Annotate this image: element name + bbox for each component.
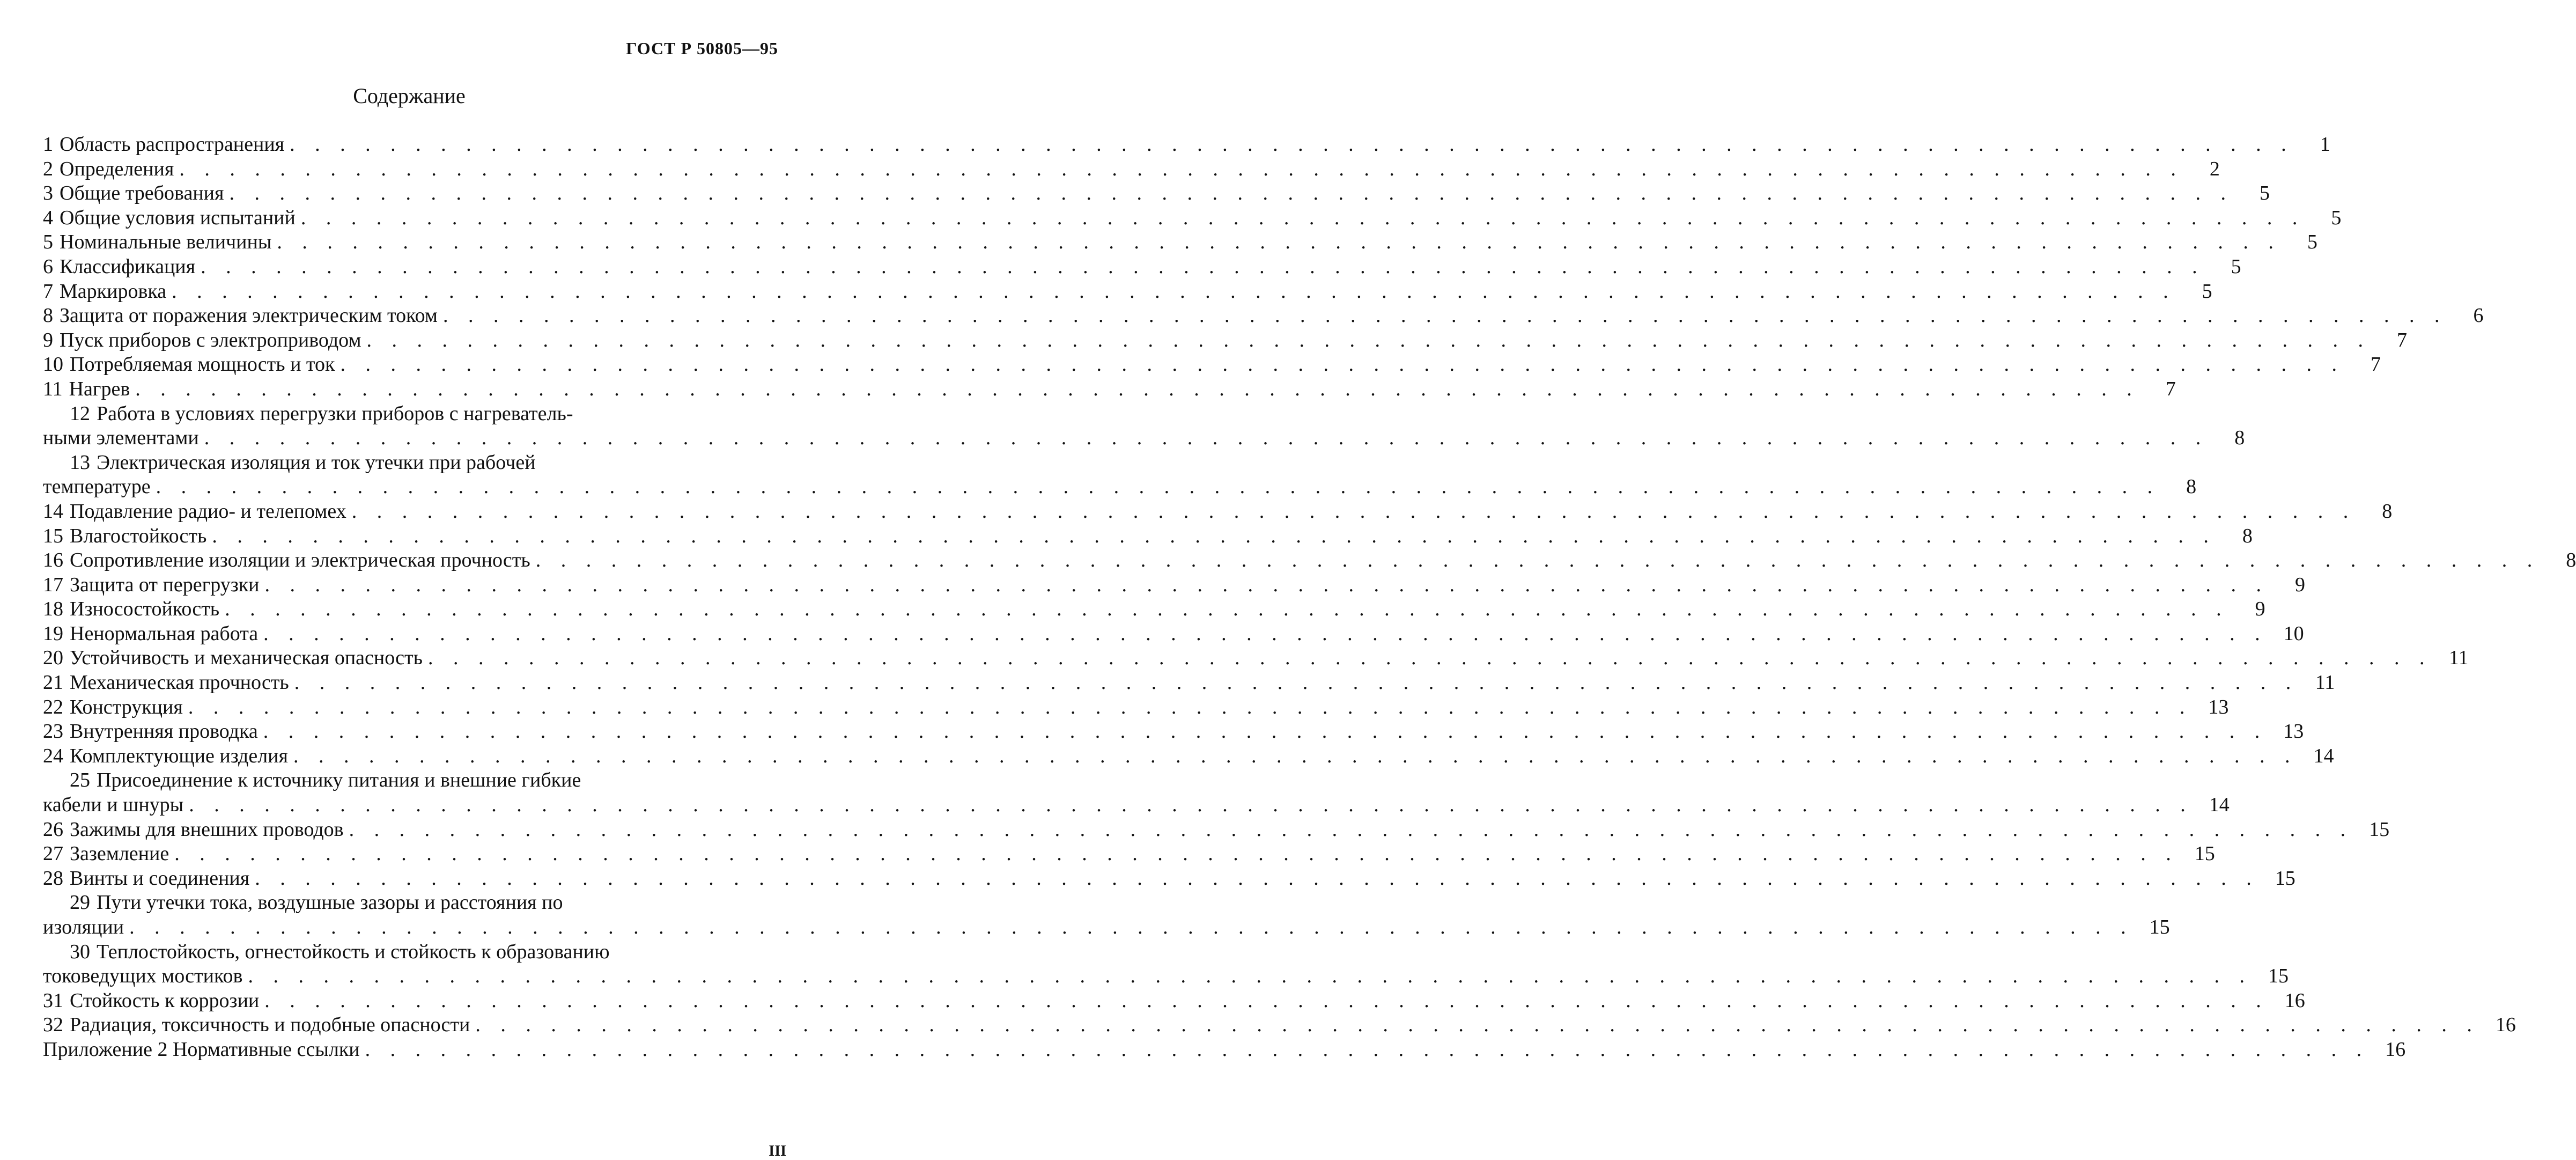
toc-page-number: 11 — [2315, 671, 2335, 694]
toc-entry — [43, 524, 2253, 549]
toc-entry-number: 14 — [43, 500, 63, 523]
toc-entry-title-continued: температуре — [43, 475, 151, 498]
toc-entry-title: Радиация, токсичность и подобные опасности — [70, 1014, 470, 1037]
toc-entry — [43, 671, 2335, 695]
toc-page-number: 8 — [2234, 427, 2245, 450]
toc-entry-title-continued: ными элементами — [43, 427, 199, 450]
toc-page-number: 5 — [2307, 231, 2317, 254]
toc-page-number: 15 — [2275, 867, 2295, 890]
toc-entry-number: 10 — [43, 353, 63, 376]
toc-page-number: 16 — [2495, 1014, 2516, 1037]
toc-page-number: 8 — [2186, 475, 2197, 498]
toc-entry — [43, 622, 2304, 647]
toc-entry-title: Общие требования — [60, 182, 224, 205]
dot-leader: . . . . . . . . . . . . . . . . . . . . . . . . . . . . . . . . . . . . . . . . . . . . . . . . . . . . . . . . . . . . . . . . . . . . . . . . . . . . . . . . — [229, 182, 2233, 205]
toc-page-number: 14 — [2313, 744, 2334, 767]
toc-entry-title: Нагрев — [69, 377, 130, 400]
toc-entry-title: Ненормальная работа — [70, 622, 259, 645]
toc-entry-title: Классификация — [60, 255, 196, 278]
toc-page-number: 9 — [2255, 598, 2265, 621]
toc-entry-number: 17 — [43, 573, 63, 596]
dot-leader: . . . . . . . . . . . . . . . . . . . . . . . . . . . . . . . . . . . . . . . . . . . . . . . . . . . . . . . . . . . . . . . . . . . . . . . . . . . . . . . . — [290, 133, 2294, 156]
toc-page-number: 5 — [2259, 182, 2270, 205]
toc-entry — [43, 597, 2265, 622]
toc-entry-title: Определения — [60, 157, 174, 180]
toc-entry-number: 7 — [43, 280, 53, 303]
table-of-contents — [43, 133, 2576, 1062]
toc-entry-title: Работа в условиях перегрузки приборов с нагреватель- — [97, 402, 573, 425]
dot-leader: . . . . . . . . . . . . . . . . . . . . . . . . . . . . . . . . . . . . . . . . . . . . . . . . . . . . . . . . . . . . . . . . . . . . . . . . . . . . . . . . — [201, 255, 2205, 278]
toc-page-number: 15 — [2194, 842, 2215, 865]
dot-leader: . . . . . . . . . . . . . . . . . . . . . . . . . . . . . . . . . . . . . . . . . . . . . . . . . . . . . . . . . . . . . . . . . . . . . . . . . . . . . . . . — [255, 867, 2259, 890]
toc-entry — [43, 328, 2407, 353]
toc-entry-number: 16 — [43, 549, 63, 572]
toc-entry-number: 22 — [43, 695, 63, 718]
toc-entry-title: Винты и соединения — [70, 867, 250, 890]
toc-entry-title: Зажимы для внешних проводов — [70, 818, 344, 841]
toc-entry — [43, 353, 2381, 377]
toc-entry-title: Защита от перегрузки — [70, 573, 260, 596]
dot-leader: . . . . . . . . . . . . . . . . . . . . . . . . . . . . . . . . . . . . . . . . . . . . . . . . . . . . . . . . . . . . . . . . . . . . . . . . . . . . . . . . — [248, 965, 2252, 988]
dot-leader: . . . . . . . . . . . . . . . . . . . . . . . . . . . . . . . . . . . . . . . . . . . . . . . . . . . . . . . . . . . . . . . . . . . . . . . . . . . . . . . . — [135, 377, 2139, 400]
toc-entry-number: 26 — [43, 818, 63, 841]
toc-entry-continuation — [43, 426, 2245, 451]
toc-entry-title: Общие условия испытаний — [60, 206, 296, 229]
toc-entry-title-continued: изоляции — [43, 916, 124, 938]
dot-leader: . . . . . . . . . . . . . . . . . . . . . . . . . . . . . . . . . . . . . . . . . . . . . . . . . . . . . . . . . . . . . . . . . . . . . . . . . . . . . . . . — [366, 328, 2371, 351]
toc-entry-number: 19 — [43, 622, 63, 645]
dot-leader: . . . . . . . . . . . . . . . . . . . . . . . . . . . . . . . . . . . . . . . . . . . . . . . . . . . . . . . . . . . . . . . . . . . . . . . . . . . . . . . . — [442, 304, 2447, 327]
toc-entry-title: Защита от поражения электрическим током — [60, 304, 438, 327]
toc-entry-number: 27 — [43, 842, 63, 865]
dot-leader: . . . . . . . . . . . . . . . . . . . . . . . . . . . . . . . . . . . . . . . . . . . . . . . . . . . . . . . . . . . . . . . . . . . . . . . . . . . . . . . . — [294, 671, 2299, 694]
toc-page-number: 15 — [2149, 916, 2170, 938]
dot-leader: . . . . . . . . . . . . . . . . . . . . . . . . . . . . . . . . . . . . . . . . . . . . . . . . . . . . . . . . . . . . . . . . . . . . . . . . . . . . . . . . — [179, 157, 2183, 180]
toc-entry-title: Пуск приборов с электроприводом — [60, 328, 361, 351]
toc-entry-number: 8 — [43, 304, 53, 327]
toc-entry-number: 13 — [70, 451, 90, 474]
toc-entry-number: 20 — [43, 647, 63, 670]
toc-entry-title: Устойчивость и механическая опасность — [70, 647, 423, 670]
toc-entry-number: 5 — [43, 231, 53, 254]
toc-entry-continuation — [43, 475, 2197, 500]
toc-title: Содержание — [353, 84, 466, 108]
toc-entry-number: 28 — [43, 867, 63, 890]
dot-leader: . . . . . . . . . . . . . . . . . . . . . . . . . . . . . . . . . . . . . . . . . . . . . . . . . . . . . . . . . . . . . . . . . . . . . . . . . . . . . . . . — [189, 794, 2193, 817]
dot-leader: . . . . . . . . . . . . . . . . . . . . . . . . . . . . . . . . . . . . . . . . . . . . . . . . . . . . . . . . . . . . . . . . . . . . . . . . . . . . . . . . — [129, 916, 2134, 938]
toc-page-number: 6 — [2473, 304, 2484, 327]
toc-page-number: 11 — [2448, 647, 2469, 670]
toc-page-number: 7 — [2165, 377, 2176, 400]
dot-leader: . . . . . . . . . . . . . . . . . . . . . . . . . . . . . . . . . . . . . . . . . . . . . . . . . . . . . . . . . . . . . . . . . . . . . . . . . . . . . . . . — [340, 353, 2345, 376]
toc-entry-number: 11 — [43, 377, 63, 400]
dot-leader: . . . . . . . . . . . . . . . . . . . . . . . . . . . . . . . . . . . . . . . . . . . . . . . . . . . . . . . . . . . . . . . . . . . . . . . . . . . . . . . . — [428, 647, 2432, 670]
dot-leader: . . . . . . . . . . . . . . . . . . . . . . . . . . . . . . . . . . . . . . . . . . . . . . . . . . . . . . . . . . . . . . . . . . . . . . . . . . . . . . . . — [263, 622, 2268, 645]
toc-page-number: 8 — [2566, 549, 2576, 572]
dot-leader: . . . . . . . . . . . . . . . . . . . . . . . . . . . . . . . . . . . . . . . . . . . . . . . . . . . . . . . . . . . . . . . . . . . . . . . . . . . . . . . . — [277, 231, 2281, 254]
dot-leader: . . . . . . . . . . . . . . . . . . . . . . . . . . . . . . . . . . . . . . . . . . . . . . . . . . . . . . . . . . . . . . . . . . . . . . . . . . . . . . . . — [172, 280, 2176, 303]
toc-entry-title: Маркировка — [60, 280, 167, 303]
toc-entry-number: 12 — [70, 402, 90, 425]
toc-entry — [43, 304, 2484, 328]
toc-entry-number: 30 — [70, 940, 90, 963]
toc-entry-number: 4 — [43, 206, 53, 229]
toc-entry — [43, 867, 2295, 891]
toc-entry-title: Приложение 2 Нормативные ссылки — [43, 1038, 360, 1061]
toc-entry-continuation — [43, 793, 2230, 818]
toc-appendix-entry — [43, 1038, 2406, 1062]
dot-leader: . . . . . . . . . . . . . . . . . . . . . . . . . . . . . . . . . . . . . . . . . . . . . . . . . . . . . . . . . . . . . . . . . . . . . . . . . . . . . . . . — [263, 720, 2268, 743]
dot-leader: . . . . . . . . . . . . . . . . . . . . . . . . . . . . . . . . . . . . . . . . . . . . . . . . . . . . . . . . . . . . . . . . . . . . . . . . . . . . . . . . — [349, 818, 2353, 841]
dot-leader: . . . . . . . . . . . . . . . . . . . . . . . . . . . . . . . . . . . . . . . . . . . . . . . . . . . . . . . . . . . . . . . . . . . . . . . . . . . . . . . . — [264, 573, 2269, 596]
toc-page-number: 2 — [2209, 157, 2220, 180]
toc-page-number: 13 — [2283, 720, 2304, 743]
toc-entry-number: 2 — [43, 157, 53, 180]
toc-entry-title: Потребляемая мощность и ток — [70, 353, 335, 376]
toc-entry-number: 23 — [43, 720, 63, 743]
toc-entry-title: Заземление — [70, 842, 169, 865]
toc-entry — [43, 451, 787, 475]
dot-leader: . . . . . . . . . . . . . . . . . . . . . . . . . . . . . . . . . . . . . . . . . . . . . . . . . . . . . . . . . . . . . . . . . . . . . . . . . . . . . . . . — [204, 427, 2209, 450]
dot-leader: . . . . . . . . . . . . . . . . . . . . . . . . . . . . . . . . . . . . . . . . . . . . . . . . . . . . . . . . . . . . . . . . . . . . . . . . . . . . . . . . — [188, 695, 2193, 718]
dot-leader: . . . . . . . . . . . . . . . . . . . . . . . . . . . . . . . . . . . . . . . . . . . . . . . . . . . . . . . . . . . . . . . . . . . . . . . . . . . . . . . . — [535, 549, 2540, 572]
toc-entry-title: Область распространения — [60, 133, 285, 156]
toc-page-number: 5 — [2231, 255, 2241, 278]
toc-entry-title: Стойкость к коррозии — [70, 989, 260, 1012]
toc-entry-title: Механическая прочность — [70, 671, 289, 694]
toc-entry — [43, 695, 2229, 720]
dot-leader: . . . . . . . . . . . . . . . . . . . . . . . . . . . . . . . . . . . . . . . . . . . . . . . . . . . . . . . . . . . . . . . . . . . . . . . . . . . . . . . . — [300, 206, 2305, 229]
toc-entry-number: 21 — [43, 671, 63, 694]
toc-page-number: 8 — [2242, 524, 2253, 547]
toc-entry — [43, 548, 2576, 573]
toc-entry — [43, 818, 2390, 842]
toc-entry-title: Конструкция — [70, 695, 183, 718]
toc-entry — [43, 891, 787, 915]
toc-page-number: 13 — [2208, 695, 2229, 718]
dot-leader: . . . . . . . . . . . . . . . . . . . . . . . . . . . . . . . . . . . . . . . . . . . . . . . . . . . . . . . . . . . . . . . . . . . . . . . . . . . . . . . . — [351, 500, 2356, 523]
toc-entry-title: Пути утечки тока, воздушные зазоры и расстояния по — [97, 891, 563, 914]
toc-entry-continuation — [43, 964, 2289, 989]
toc-page-number: 10 — [2283, 622, 2304, 645]
toc-entry-title: Номинальные величины — [60, 231, 272, 254]
toc-entry — [43, 1013, 2516, 1038]
toc-entry-number: 9 — [43, 328, 53, 351]
dot-leader: . . . . . . . . . . . . . . . . . . . . . . . . . . . . . . . . . . . . . . . . . . . . . . . . . . . . . . . . . . . . . . . . . . . . . . . . . . . . . . . . — [225, 598, 2229, 621]
toc-entry-number: 3 — [43, 182, 53, 205]
toc-entry — [43, 573, 2306, 598]
toc-entry-title: Комплектующие изделия — [70, 744, 288, 767]
toc-entry-continuation — [43, 915, 2170, 940]
toc-entry — [43, 744, 2334, 769]
toc-entry-title: Электрическая изоляция и ток утечки при рабочей — [97, 451, 536, 474]
page-number: III — [769, 1143, 786, 1159]
toc-entry-number: 15 — [43, 524, 63, 547]
toc-entry — [43, 720, 2304, 744]
dot-leader: . . . . . . . . . . . . . . . . . . . . . . . . . . . . . . . . . . . . . . . . . . . . . . . . . . . . . . . . . . . . . . . . . . . . . . . . . . . . . . . . — [174, 842, 2179, 865]
dot-leader: . . . . . . . . . . . . . . . . . . . . . . . . . . . . . . . . . . . . . . . . . . . . . . . . . . . . . . . . . . . . . . . . . . . . . . . . . . . . . . . . — [264, 989, 2269, 1012]
dot-leader: . . . . . . . . . . . . . . . . . . . . . . . . . . . . . . . . . . . . . . . . . . . . . . . . . . . . . . . . . . . . . . . . . . . . . . . . . . . . . . . . — [293, 744, 2298, 767]
toc-entry-number: 6 — [43, 255, 53, 278]
toc-entry — [43, 255, 2241, 280]
toc-page-number: 5 — [2202, 280, 2212, 303]
toc-page-number: 14 — [2209, 794, 2230, 817]
toc-entry-title-continued: токоведущих мостиков — [43, 965, 243, 988]
toc-page-number: 16 — [2385, 1038, 2406, 1061]
toc-page-number: 15 — [2369, 818, 2390, 841]
toc-entry — [43, 230, 2317, 255]
toc-entry — [43, 206, 2342, 231]
toc-entry — [43, 181, 2270, 206]
dot-leader: . . . . . . . . . . . . . . . . . . . . . . . . . . . . . . . . . . . . . . . . . . . . . . . . . . . . . . . . . . . . . . . . . . . . . . . . . . . . . . . . — [475, 1014, 2479, 1037]
toc-entry-title: Влагостойкость — [70, 524, 207, 547]
toc-entry — [43, 133, 2330, 157]
toc-entry-number: 25 — [70, 769, 90, 792]
dot-leader: . . . . . . . . . . . . . . . . . . . . . . . . . . . . . . . . . . . . . . . . . . . . . . . . . . . . . . . . . . . . . . . . . . . . . . . . . . . . . . . . — [365, 1038, 2370, 1061]
toc-entry — [43, 157, 2220, 182]
toc-entry — [43, 989, 2305, 1014]
toc-entry — [43, 940, 787, 965]
toc-page-number: 16 — [2284, 989, 2305, 1012]
toc-entry-title: Износостойкость — [70, 598, 220, 621]
toc-entry-title: Присоединение к источнику питания и внешние гибкие — [97, 769, 581, 792]
toc-entry-title-continued: кабели и шнуры — [43, 794, 184, 817]
toc-page-number: 7 — [2397, 328, 2407, 351]
toc-page-number: 8 — [2382, 500, 2393, 523]
toc-entry-number: 32 — [43, 1014, 63, 1037]
toc-entry — [43, 280, 2212, 304]
toc-entry-title: Сопротивление изоляции и электрическая прочность — [70, 549, 530, 572]
toc-entry — [43, 842, 2215, 867]
toc-page-number: 7 — [2371, 353, 2381, 376]
toc-entry — [43, 377, 2176, 402]
toc-page-number: 5 — [2331, 206, 2342, 229]
toc-entry-number: 29 — [70, 891, 90, 914]
toc-entry — [43, 500, 2393, 524]
toc-entry-number: 24 — [43, 744, 63, 767]
toc-page-number: 15 — [2268, 965, 2289, 988]
dot-leader: . . . . . . . . . . . . . . . . . . . . . . . . . . . . . . . . . . . . . . . . . . . . . . . . . . . . . . . . . . . . . . . . . . . . . . . . . . . . . . . . — [156, 475, 2160, 498]
toc-entry-title: Внутренняя проводка — [70, 720, 258, 743]
toc-entry — [43, 768, 787, 793]
standard-code: ГОСТ Р 50805—95 — [626, 39, 778, 58]
toc-entry-title: Теплостойкость, огнестойкость и стойкость к образованию — [97, 940, 610, 963]
toc-entry — [43, 646, 2469, 671]
dot-leader: . . . . . . . . . . . . . . . . . . . . . . . . . . . . . . . . . . . . . . . . . . . . . . . . . . . . . . . . . . . . . . . . . . . . . . . . . . . . . . . . — [212, 524, 2216, 547]
toc-entry — [43, 402, 787, 427]
toc-entry-number: 31 — [43, 989, 63, 1012]
toc-page-number: 1 — [2320, 133, 2330, 156]
toc-page-number: 9 — [2295, 573, 2306, 596]
toc-entry-title: Подавление радио- и телепомех — [70, 500, 346, 523]
toc-entry-number: 18 — [43, 598, 63, 621]
toc-entry-number: 1 — [43, 133, 53, 156]
